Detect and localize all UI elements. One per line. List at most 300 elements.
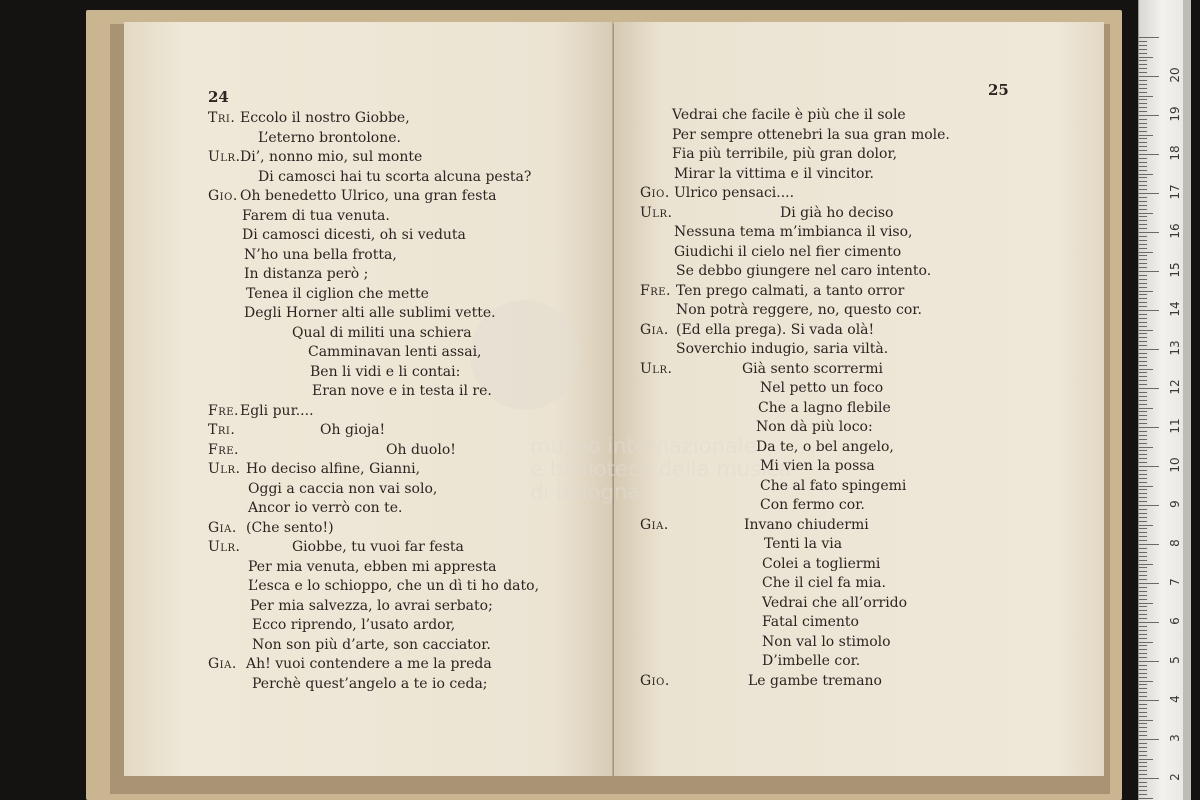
verse-line: Di camosci dicesti, oh si veduta (242, 227, 466, 243)
ruler-tick (1139, 76, 1159, 77)
verse-line: L’esca e lo schioppo, che un dì ti ho dato, (248, 578, 540, 594)
verse-line: Non val lo stimolo (762, 633, 891, 650)
ruler-tick (1139, 88, 1147, 89)
ruler-tick (1139, 439, 1147, 440)
verse-line: Oh benedetto Ulrico, una gran festa (240, 188, 497, 204)
ruler-tick (1139, 201, 1147, 202)
ruler-tick (1139, 474, 1147, 475)
verse-line: Ho deciso alfine, Gianni, (246, 461, 421, 477)
ruler-tick (1139, 727, 1147, 728)
ruler-edge (1183, 0, 1191, 800)
ruler-tick (1139, 376, 1147, 377)
ruler-tick (1139, 688, 1147, 689)
ruler-tick (1139, 232, 1159, 233)
ruler-tick (1139, 177, 1147, 178)
speaker-label: Fre. (208, 441, 239, 458)
ruler-tick (1139, 501, 1147, 502)
speaker-label: Fre. (208, 402, 239, 419)
ruler-tick (1139, 528, 1147, 529)
ruler-tick (1139, 489, 1147, 490)
ruler-tick (1139, 778, 1159, 779)
verse-line: Di’, nonno mio, sul monte (240, 149, 423, 165)
ruler-tick (1139, 751, 1147, 752)
ruler-tick (1139, 318, 1147, 319)
ruler-tick (1139, 762, 1147, 763)
verse-line: Ecco riprendo, l’usato ardor, (252, 617, 456, 633)
ruler-tick (1139, 275, 1147, 276)
ruler-tick (1139, 127, 1147, 128)
ruler-tick (1139, 677, 1147, 678)
verse-line: Vedrai che all’orrido (762, 594, 908, 611)
ruler-tick (1139, 209, 1147, 210)
measuring-ruler (1138, 0, 1191, 800)
verse-line: Nessuna tema m’imbianca il viso, (674, 224, 913, 240)
verse-line: Oh duolo! (386, 441, 456, 458)
verse-line: Egli pur.... (240, 402, 314, 419)
ruler-tick (1139, 770, 1147, 771)
speaker-label: Gia. (640, 516, 669, 533)
ruler-tick (1139, 60, 1147, 61)
ruler-tick (1139, 431, 1147, 432)
ruler-tick (1139, 244, 1147, 245)
ruler-tick (1139, 653, 1147, 654)
verse-line: Da te, o bel angelo, (756, 438, 894, 455)
verse-line: Giudichi il cielo nel fier cimento (674, 243, 902, 260)
ruler-tick (1139, 552, 1147, 553)
ruler-tick (1139, 185, 1147, 186)
ruler-tick (1139, 283, 1147, 284)
ruler-tick (1139, 681, 1153, 682)
ruler-tick (1139, 610, 1147, 611)
ruler-tick (1139, 759, 1153, 760)
ruler-tick (1139, 684, 1147, 685)
speaker-label: Fre. (640, 282, 671, 299)
speaker-label: Ulr. (208, 539, 241, 555)
ruler-tick (1139, 53, 1147, 54)
ruler-tick (1139, 372, 1147, 373)
ruler-tick (1139, 606, 1147, 607)
page-number-left: 24 (208, 88, 229, 106)
ruler-tick (1139, 369, 1153, 370)
ruler-tick (1139, 470, 1147, 471)
verse-line: Non potrà reggere, no, questo cor. (676, 302, 922, 318)
verse-line: Ah! vuoi contendere a me la preda (246, 656, 492, 672)
ruler-tick (1139, 298, 1147, 299)
ruler-tick (1139, 259, 1147, 260)
ruler-tick (1139, 287, 1147, 288)
speaker-label: Tri. (208, 422, 236, 438)
ruler-tick (1139, 353, 1147, 354)
ruler-tick (1139, 80, 1147, 81)
ruler-tick (1139, 454, 1147, 455)
verse-line: Tenti la via (764, 536, 843, 552)
page-number-right: 25 (988, 81, 1009, 99)
ruler-number: 17 (1168, 184, 1182, 200)
speaker-label: Tri. (208, 110, 236, 126)
verse-line: Vedrai che facile è più che il sole (672, 107, 906, 123)
ruler-tick (1139, 365, 1147, 366)
ruler-tick (1139, 154, 1159, 155)
ruler-tick (1139, 595, 1147, 596)
ruler-number: 18 (1168, 145, 1182, 161)
verse-line: N’ho una bella frotta, (244, 246, 397, 263)
ruler-tick (1139, 326, 1147, 327)
ruler-tick (1139, 306, 1147, 307)
ruler-tick (1139, 482, 1147, 483)
ruler-number: 10 (1168, 457, 1182, 473)
ruler-tick (1139, 92, 1147, 93)
verse-line: Invano chiudermi (744, 516, 869, 533)
ruler-tick (1139, 240, 1147, 241)
verse-line: Tenea il ciglion che mette (246, 285, 429, 302)
ruler-tick (1139, 333, 1147, 334)
verse-line: D’imbelle cor. (762, 653, 861, 669)
ruler-tick (1139, 739, 1159, 740)
ruler-number: 6 (1168, 617, 1182, 625)
verse-line: Ten prego calmati, a tanto orror (676, 282, 905, 299)
ruler-tick (1139, 798, 1153, 799)
ruler-tick (1139, 99, 1147, 100)
verse-line: Ulrico pensaci.... (674, 185, 795, 201)
ruler-tick (1139, 193, 1159, 194)
ruler-tick (1139, 696, 1147, 697)
watermark-line: museo internazionale (530, 434, 757, 458)
ruler-tick (1139, 111, 1147, 112)
ruler-tick (1139, 84, 1147, 85)
verse-line: Non son più d’arte, son cacciator. (252, 636, 491, 653)
ruler-number: 14 (1168, 301, 1182, 317)
ruler-number: 19 (1168, 106, 1182, 122)
ruler-tick (1139, 408, 1153, 409)
ruler-tick (1139, 755, 1147, 756)
verse-line: Se debbo giungere nel caro intento. (676, 263, 932, 279)
ruler-tick (1139, 138, 1147, 139)
verse-line: Per sempre ottenebri la sua gran mole. (672, 126, 950, 143)
ruler-tick (1139, 150, 1147, 151)
ruler-tick (1139, 443, 1147, 444)
ruler-tick (1139, 712, 1147, 713)
ruler-tick (1139, 618, 1147, 619)
ruler-tick (1139, 213, 1153, 214)
ruler-tick (1139, 384, 1147, 385)
ruler-tick (1139, 216, 1147, 217)
ruler-tick (1139, 189, 1147, 190)
speaker-label: Ulr. (640, 360, 673, 377)
ruler-tick (1139, 708, 1147, 709)
ruler-tick (1139, 170, 1147, 171)
ruler-tick (1139, 782, 1147, 783)
ruler-tick (1139, 544, 1159, 545)
ruler-tick (1139, 634, 1147, 635)
ruler-tick (1139, 107, 1147, 108)
ruler-tick (1139, 548, 1147, 549)
verse-line: Nel petto un foco (760, 380, 884, 396)
verse-line: Mirar la vittima e il vincitor. (674, 165, 874, 182)
verse-line: L’eterno brontolone. (258, 129, 401, 146)
verse-line: Non dà più loco: (756, 419, 873, 435)
verse-line: (Ed ella prega). Si vada olà! (676, 321, 875, 338)
ruler-tick (1139, 505, 1159, 506)
ruler-tick (1139, 380, 1147, 381)
ruler-number: 9 (1168, 500, 1182, 508)
ruler-tick (1139, 579, 1147, 580)
ruler-tick (1139, 564, 1153, 565)
ruler-number: 13 (1168, 340, 1182, 356)
ruler-tick (1139, 291, 1153, 292)
speaker-label: Ulr. (208, 149, 241, 165)
speaker-label: Gio. (208, 188, 238, 204)
ruler-tick (1139, 123, 1147, 124)
speaker-label: Gia. (640, 321, 669, 338)
ruler-tick (1139, 700, 1159, 701)
ruler-tick (1139, 392, 1147, 393)
ruler-tick (1139, 645, 1147, 646)
verse-line: Soverchio indugio, saria viltà. (676, 341, 889, 357)
ruler-tick (1139, 68, 1147, 69)
ruler-tick (1139, 57, 1153, 58)
ruler-tick (1139, 486, 1153, 487)
verse-line: Fatal cimento (762, 614, 859, 630)
ruler-tick (1139, 723, 1147, 724)
watermark-line: di bologna (530, 480, 641, 504)
verse-line: Fia più terribile, più gran dolor, (672, 146, 898, 162)
speaker-label: Gio. (640, 672, 670, 689)
ruler-tick (1139, 521, 1147, 522)
ruler-tick (1139, 96, 1153, 97)
verse-line: Già sento scorrermi (742, 360, 884, 377)
ruler-tick (1139, 205, 1147, 206)
ruler-tick (1139, 532, 1147, 533)
verse-line: Che al fato spingemi (760, 477, 907, 494)
watermark-line: e biblioteca della musica (530, 457, 792, 481)
speaker-label: Ulr. (208, 461, 241, 477)
ruler-tick (1139, 583, 1159, 584)
verse-line: Ancor io verrò con te. (248, 500, 403, 516)
verse-line: Perchè quest’angelo a te io ceda; (252, 675, 488, 692)
verse-line: Oggi a caccia non vai solo, (248, 480, 438, 497)
ruler-tick (1139, 790, 1147, 791)
ruler-tick (1139, 228, 1147, 229)
ruler-tick (1139, 642, 1153, 643)
verse-line: Con fermo cor. (760, 497, 865, 513)
ruler-tick (1139, 197, 1147, 198)
speaker-label: Ulr. (640, 204, 673, 221)
ruler-number: 20 (1168, 67, 1182, 83)
ruler-tick (1139, 279, 1147, 280)
ruler-tick (1139, 400, 1147, 401)
verse-line: Che a lagno flebile (758, 399, 891, 416)
ruler-tick (1139, 517, 1147, 518)
ruler-tick (1139, 302, 1147, 303)
ruler-tick (1139, 786, 1147, 787)
ruler-tick (1139, 575, 1147, 576)
ruler-tick (1139, 478, 1147, 479)
ruler-tick (1139, 630, 1147, 631)
ruler-tick (1139, 263, 1147, 264)
verse-line: Giobbe, tu vuoi far festa (292, 539, 464, 555)
ruler-tick (1139, 64, 1147, 65)
ruler-tick (1139, 665, 1147, 666)
ruler-tick (1139, 181, 1147, 182)
verse-line: Eccolo il nostro Giobbe, (240, 110, 410, 126)
ruler-tick (1139, 794, 1147, 795)
ruler-tick (1139, 587, 1147, 588)
ruler-tick (1139, 447, 1153, 448)
ruler-tick (1139, 135, 1153, 136)
ruler-number: 8 (1168, 539, 1182, 547)
ruler-tick (1139, 497, 1147, 498)
verse-line: Le gambe tremano (748, 672, 882, 689)
ruler-tick (1139, 735, 1147, 736)
ruler-number: 5 (1168, 656, 1182, 664)
ruler-tick (1139, 115, 1159, 116)
ruler-tick (1139, 466, 1159, 467)
ruler-number: 16 (1168, 223, 1182, 239)
ruler-tick (1139, 388, 1159, 389)
ruler-tick (1139, 158, 1147, 159)
ruler-tick (1139, 337, 1147, 338)
verse-line: Mi vien la possa (760, 458, 875, 474)
ruler-tick (1139, 330, 1153, 331)
ruler-tick (1139, 731, 1147, 732)
ruler-tick (1139, 704, 1147, 705)
ruler-tick (1139, 560, 1147, 561)
verse-line: Qual di militi una schiera (292, 324, 472, 341)
verse-line: Colei a togliermi (762, 555, 881, 572)
ruler-tick (1139, 419, 1147, 420)
ruler-number: 15 (1168, 262, 1182, 278)
ruler-tick (1139, 255, 1147, 256)
verse-line: Oh gioja! (320, 422, 386, 438)
ruler-number: 7 (1168, 578, 1182, 586)
verse-line: Eran nove e in testa il re. (312, 383, 492, 399)
ruler-tick (1139, 224, 1147, 225)
ruler-tick (1139, 252, 1153, 253)
speaker-label: Gia. (208, 519, 237, 536)
ruler-tick (1139, 450, 1147, 451)
speaker-label: Gio. (640, 185, 670, 201)
ruler-number: 2 (1168, 773, 1182, 781)
ruler-tick (1139, 567, 1147, 568)
ruler-tick (1139, 720, 1153, 721)
ruler-number: 4 (1168, 695, 1182, 703)
ruler-tick (1139, 673, 1147, 674)
ruler-tick (1139, 513, 1147, 514)
ruler-tick (1139, 396, 1147, 397)
ruler-tick (1139, 423, 1147, 424)
ruler-tick (1139, 45, 1147, 46)
ruler-tick (1139, 361, 1147, 362)
ruler-tick (1139, 509, 1147, 510)
ruler-tick (1139, 271, 1159, 272)
ruler-tick (1139, 626, 1147, 627)
verse-line: Camminavan lenti assai, (308, 344, 482, 360)
ruler-number: 12 (1168, 379, 1182, 395)
ruler-tick (1139, 599, 1147, 600)
ruler-tick (1139, 540, 1147, 541)
ruler-tick (1139, 649, 1147, 650)
ruler-tick (1139, 314, 1147, 315)
ruler-tick (1139, 536, 1147, 537)
ruler-tick (1139, 638, 1147, 639)
ruler-tick (1139, 267, 1147, 268)
ruler-tick (1139, 556, 1147, 557)
ruler-tick (1139, 146, 1147, 147)
verse-line: Che il ciel fa mia. (762, 575, 886, 591)
verse-line: Ben li vidi e li contai: (310, 363, 461, 380)
ruler-tick (1139, 766, 1147, 767)
verse-line: Degli Horner alti alle sublimi vette. (244, 305, 496, 321)
ruler-tick (1139, 525, 1153, 526)
ruler-tick (1139, 49, 1147, 50)
ruler-tick (1139, 669, 1147, 670)
ruler-tick (1139, 142, 1147, 143)
ruler-tick (1139, 411, 1147, 412)
ruler-tick (1139, 349, 1159, 350)
ruler-tick (1139, 622, 1159, 623)
ruler-tick (1139, 166, 1147, 167)
ruler-tick (1139, 119, 1147, 120)
ruler-tick (1139, 220, 1147, 221)
verse-line: Per mia venuta, ebben mi appresta (248, 558, 497, 575)
ruler-tick (1139, 614, 1147, 615)
ruler-tick (1139, 415, 1147, 416)
ruler-tick (1139, 692, 1147, 693)
verse-line: (Che sento!) (246, 519, 334, 536)
ruler-tick (1139, 131, 1147, 132)
ruler-tick (1139, 357, 1147, 358)
ruler-tick (1139, 774, 1147, 775)
ruler-tick (1139, 743, 1147, 744)
verse-line: In distanza però ; (244, 266, 369, 282)
ruler-tick (1139, 661, 1159, 662)
ruler-tick (1139, 747, 1147, 748)
ruler-tick (1139, 248, 1147, 249)
verse-line: Di camosci hai tu scorta alcuna pesta? (258, 168, 532, 185)
verse-line: Farem di tua venuta. (242, 207, 390, 224)
ruler-tick (1139, 603, 1153, 604)
ruler-tick (1139, 322, 1147, 323)
ruler-tick (1139, 37, 1159, 38)
ruler-number: 3 (1168, 734, 1182, 742)
ruler-tick (1139, 404, 1147, 405)
ruler-tick (1139, 103, 1147, 104)
ruler-tick (1139, 435, 1147, 436)
ruler-tick (1139, 174, 1153, 175)
ruler-tick (1139, 41, 1147, 42)
ruler-tick (1139, 458, 1147, 459)
ruler-tick (1139, 591, 1147, 592)
ruler-tick (1139, 427, 1159, 428)
ruler-tick (1139, 72, 1147, 73)
ruler-tick (1139, 345, 1147, 346)
ruler-tick (1139, 294, 1147, 295)
ruler-tick (1139, 716, 1147, 717)
ruler-number: 11 (1168, 418, 1182, 434)
ruler-tick (1139, 310, 1159, 311)
verse-line: Di già ho deciso (780, 204, 894, 221)
ruler-tick (1139, 571, 1147, 572)
watermark-text (530, 435, 791, 504)
ruler-tick (1139, 162, 1147, 163)
ruler-tick (1139, 236, 1147, 237)
ruler-tick (1139, 657, 1147, 658)
ruler-tick (1139, 341, 1147, 342)
ruler-tick (1139, 493, 1147, 494)
verse-line: Per mia salvezza, lo avrai serbato; (250, 597, 493, 614)
ruler-tick (1139, 462, 1147, 463)
speaker-label: Gia. (208, 656, 237, 672)
